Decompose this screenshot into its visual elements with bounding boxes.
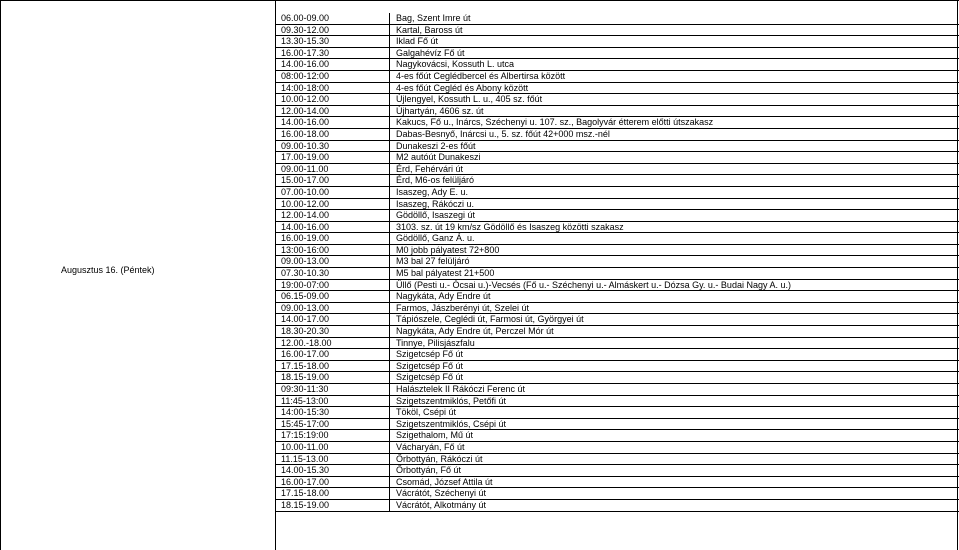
time-cell: 16.00-18.00 xyxy=(281,128,330,139)
date-label: Augusztus 16. (Péntek) xyxy=(61,265,155,275)
location-cell: M3 bal 27 felüljáró xyxy=(396,256,470,267)
table-row xyxy=(276,25,959,37)
schedule-table xyxy=(276,13,959,512)
time-cell: 15:45-17:00 xyxy=(281,418,330,429)
time-cell: 10.00-12.00 xyxy=(281,198,330,209)
location-cell: Tápiószele, Ceglédi út, Farmosi út, Györgyei út xyxy=(396,314,584,325)
column-divider xyxy=(389,338,390,350)
time-cell: 16.00-17.00 xyxy=(281,349,330,360)
table-row xyxy=(276,361,959,373)
time-cell: 07.30-10.30 xyxy=(281,268,330,279)
table-row xyxy=(276,117,959,129)
table-row xyxy=(276,94,959,106)
column-divider xyxy=(389,210,390,222)
time-cell: 09.00-10.30 xyxy=(281,140,330,151)
table-row xyxy=(276,233,959,245)
time-cell: 09.00-13.00 xyxy=(281,256,330,267)
column-divider xyxy=(389,48,390,60)
time-cell: 14:00-18:00 xyxy=(281,82,330,93)
time-cell: 18.15-19.00 xyxy=(281,499,330,510)
time-cell: 16.00-17.00 xyxy=(281,476,330,487)
location-cell: Nagykáta, Ady Endre út, Perczel Mór út xyxy=(396,326,554,337)
column-divider xyxy=(389,454,390,466)
location-cell: Kartal, Baross út xyxy=(396,24,463,35)
time-cell: 13.30-15.30 xyxy=(281,36,330,47)
column-divider xyxy=(389,372,390,384)
location-cell: 4-es főút Cegléd és Abony között xyxy=(396,82,529,93)
table-row xyxy=(276,314,959,326)
table-row xyxy=(276,442,959,454)
time-cell: 15.00-17.00 xyxy=(281,175,330,186)
location-cell: Dunakeszi 2-es főút xyxy=(396,140,476,151)
location-cell: Kakucs, Fő u., Inárcs, Széchenyi u. 107. sz., Bagolyvár étterem előtti útszakasz xyxy=(396,117,714,128)
time-cell: 17.15-18.00 xyxy=(281,488,330,499)
time-cell: 07.00-10.00 xyxy=(281,186,330,197)
location-cell: Üllő (Pesti u.- Ócsai u.)-Vecsés (Fő u.- Széchenyi u.- Almáskert u.- Dózsa Gy. u.- Budai Nagy A. u.) xyxy=(396,279,791,290)
location-cell: Dabas-Besnyő, Inárcsi u., 5. sz. főút 42+000 msz.-nél xyxy=(396,128,610,139)
table-row xyxy=(276,256,959,268)
time-cell: 16.00-19.00 xyxy=(281,233,330,244)
time-cell: 17.15-18.00 xyxy=(281,360,330,371)
right-border xyxy=(957,0,958,550)
column-divider xyxy=(389,233,390,245)
time-cell: 17.00-19.00 xyxy=(281,152,330,163)
column-divider xyxy=(389,94,390,106)
time-cell: 14.00-16.00 xyxy=(281,117,330,128)
column-divider xyxy=(389,71,390,83)
table-row xyxy=(276,477,959,489)
table-row xyxy=(276,349,959,361)
location-cell: Vácharyán, Fő út xyxy=(396,441,465,452)
time-cell: 09.00-13.00 xyxy=(281,302,330,313)
column-divider xyxy=(389,407,390,419)
table-row xyxy=(276,164,959,176)
time-cell: 09.30-12.00 xyxy=(281,24,330,35)
column-divider xyxy=(389,384,390,396)
date-column xyxy=(0,0,276,550)
time-cell: 18.15-19.00 xyxy=(281,372,330,383)
time-cell: 10.00-11.00 xyxy=(281,441,329,452)
location-cell: Vácrátót, Alkotmány út xyxy=(396,499,487,510)
location-cell: Halásztelek II Rákóczi Ferenc út xyxy=(396,384,526,394)
column-divider xyxy=(389,245,390,257)
time-cell: 11:45-13:00 xyxy=(281,395,329,406)
table-row xyxy=(276,106,959,118)
location-cell: 4-es főút Ceglédbercel és Albertirsa között xyxy=(396,70,566,81)
column-divider xyxy=(389,303,390,315)
column-divider xyxy=(389,129,390,141)
column-divider xyxy=(389,349,390,361)
table-row xyxy=(276,13,959,25)
location-cell: Iklad Fő út xyxy=(396,36,439,47)
location-cell: Bag, Szent Imre út xyxy=(396,13,471,23)
table-row xyxy=(276,48,959,60)
time-cell: 09:30-11:30 xyxy=(281,384,329,394)
table-row xyxy=(276,396,959,408)
column-divider xyxy=(389,256,390,268)
column-divider xyxy=(389,396,390,408)
location-cell: Érd, Fehérvári út xyxy=(396,163,464,174)
column-divider xyxy=(389,117,390,129)
column-divider xyxy=(389,291,390,303)
location-cell: Gödöllő, Isaszegi út xyxy=(396,210,476,221)
table-row xyxy=(276,419,959,431)
time-cell: 09.00-11.00 xyxy=(281,163,329,174)
table-row xyxy=(276,280,959,292)
column-divider xyxy=(389,199,390,211)
location-cell: M0 jobb pályatest 72+800 xyxy=(396,244,500,255)
location-cell: Csomád, József Attila út xyxy=(396,476,493,487)
location-cell: Szigetcsép Fő út xyxy=(396,360,464,371)
column-divider xyxy=(389,222,390,234)
location-cell: Szigetszentmiklós, Csépi út xyxy=(396,418,507,429)
location-cell: 3103. sz. út 19 km/sz Gödöllő és Isaszeg közötti szakasz xyxy=(396,221,624,232)
table-row xyxy=(276,71,959,83)
table-row xyxy=(276,407,959,419)
time-cell: 12.00.-18.00 xyxy=(281,337,332,348)
location-cell: Szigetcsép Fő út xyxy=(396,372,464,383)
time-cell: 14.00-15.30 xyxy=(281,465,330,476)
column-divider xyxy=(389,164,390,176)
column-divider xyxy=(389,187,390,199)
table-row xyxy=(276,338,959,350)
table-row xyxy=(276,175,959,187)
location-cell: Nagykovácsi, Kossuth L. utca xyxy=(396,59,515,70)
table-row xyxy=(276,141,959,153)
location-cell: Szigetcsép Fő út xyxy=(396,349,464,360)
column-divider xyxy=(389,268,390,280)
column-divider xyxy=(389,106,390,118)
time-cell: 14:00-15:30 xyxy=(281,407,330,418)
location-cell: Szigethalom, Mű út xyxy=(396,430,474,441)
time-cell: 12.00-14.00 xyxy=(281,105,330,116)
location-cell: Tököl, Csépi út xyxy=(396,407,457,418)
table-row xyxy=(276,222,959,234)
column-divider xyxy=(389,280,390,292)
table-row xyxy=(276,83,959,95)
time-cell: 14.00-16.00 xyxy=(281,59,330,70)
time-cell: 06.15-09.00 xyxy=(281,291,330,302)
time-cell: 06.00-09.00 xyxy=(281,13,330,23)
table-row xyxy=(276,454,959,466)
table-row xyxy=(276,372,959,384)
location-cell: Újlengyel, Kossuth L. u., 405 sz. főút xyxy=(396,94,543,105)
column-divider xyxy=(389,442,390,454)
column-divider xyxy=(389,326,390,338)
table-row xyxy=(276,268,959,280)
table-row xyxy=(276,210,959,222)
time-cell: 13:00-16:00 xyxy=(281,244,330,255)
table-row xyxy=(276,465,959,477)
table-row xyxy=(276,326,959,338)
column-divider xyxy=(389,59,390,71)
column-divider xyxy=(389,419,390,431)
column-divider xyxy=(389,477,390,489)
location-cell: Őrbottyán, Fő út xyxy=(396,465,462,476)
location-cell: Isaszeg, Ady E. u. xyxy=(396,186,469,197)
table-row xyxy=(276,245,959,257)
table-row xyxy=(276,199,959,211)
table-row xyxy=(276,152,959,164)
time-cell: 18.30-20.30 xyxy=(281,326,330,337)
column-divider xyxy=(389,430,390,442)
location-cell: Őrbottyán, Rákóczi út xyxy=(396,453,483,464)
time-cell: 12.00-14.00 xyxy=(281,210,330,221)
table-row xyxy=(276,488,959,500)
time-cell: 10.00-12.00 xyxy=(281,94,330,105)
column-divider xyxy=(389,361,390,373)
table-row xyxy=(276,430,959,442)
location-cell: Farmos, Jászberényi út, Szelei út xyxy=(396,302,530,313)
column-divider xyxy=(389,25,390,37)
time-cell: 14.00-16.00 xyxy=(281,221,330,232)
location-cell: Újhartyán, 4606 sz. út xyxy=(396,105,484,116)
table-row xyxy=(276,500,959,512)
table-row xyxy=(276,59,959,71)
location-cell: Szigetszentmiklós, Petőfi út xyxy=(396,395,507,406)
column-divider xyxy=(389,83,390,95)
location-cell: M5 bal pályatest 21+500 xyxy=(396,268,495,279)
location-cell: M2 autóút Dunakeszi xyxy=(396,152,481,163)
location-cell: Vácrátót, Széchenyi út xyxy=(396,488,487,499)
table-row xyxy=(276,303,959,315)
column-divider xyxy=(389,13,390,25)
location-cell: Isaszeg, Rákóczi u. xyxy=(396,198,475,209)
column-divider xyxy=(389,465,390,477)
time-cell: 08:00-12:00 xyxy=(281,70,330,81)
time-cell: 11.15-13.00 xyxy=(281,453,329,464)
location-cell: Gödöllő, Ganz Á. u. xyxy=(396,233,475,244)
time-cell: 16.00-17.30 xyxy=(281,47,330,58)
column-divider xyxy=(389,36,390,48)
table-row xyxy=(276,129,959,141)
time-cell: 14.00-17.00 xyxy=(281,314,330,325)
time-cell: 17:15:19:00 xyxy=(281,430,329,441)
column-divider xyxy=(389,500,390,512)
table-row xyxy=(276,384,959,396)
table-row xyxy=(276,291,959,303)
column-divider xyxy=(389,314,390,326)
table-row xyxy=(276,187,959,199)
column-divider xyxy=(389,488,390,500)
location-cell: Nagykáta, Ady Endre út xyxy=(396,291,491,302)
table-row xyxy=(276,36,959,48)
location-cell: Tinnye, Pilisjászfalu xyxy=(396,337,475,348)
column-divider xyxy=(389,152,390,164)
location-cell: Galgahévíz Fő út xyxy=(396,47,465,58)
time-cell: 19:00-07:00 xyxy=(281,279,330,290)
column-divider xyxy=(389,141,390,153)
location-cell: Érd, M6-os felüljáró xyxy=(396,175,475,186)
column-divider xyxy=(389,175,390,187)
